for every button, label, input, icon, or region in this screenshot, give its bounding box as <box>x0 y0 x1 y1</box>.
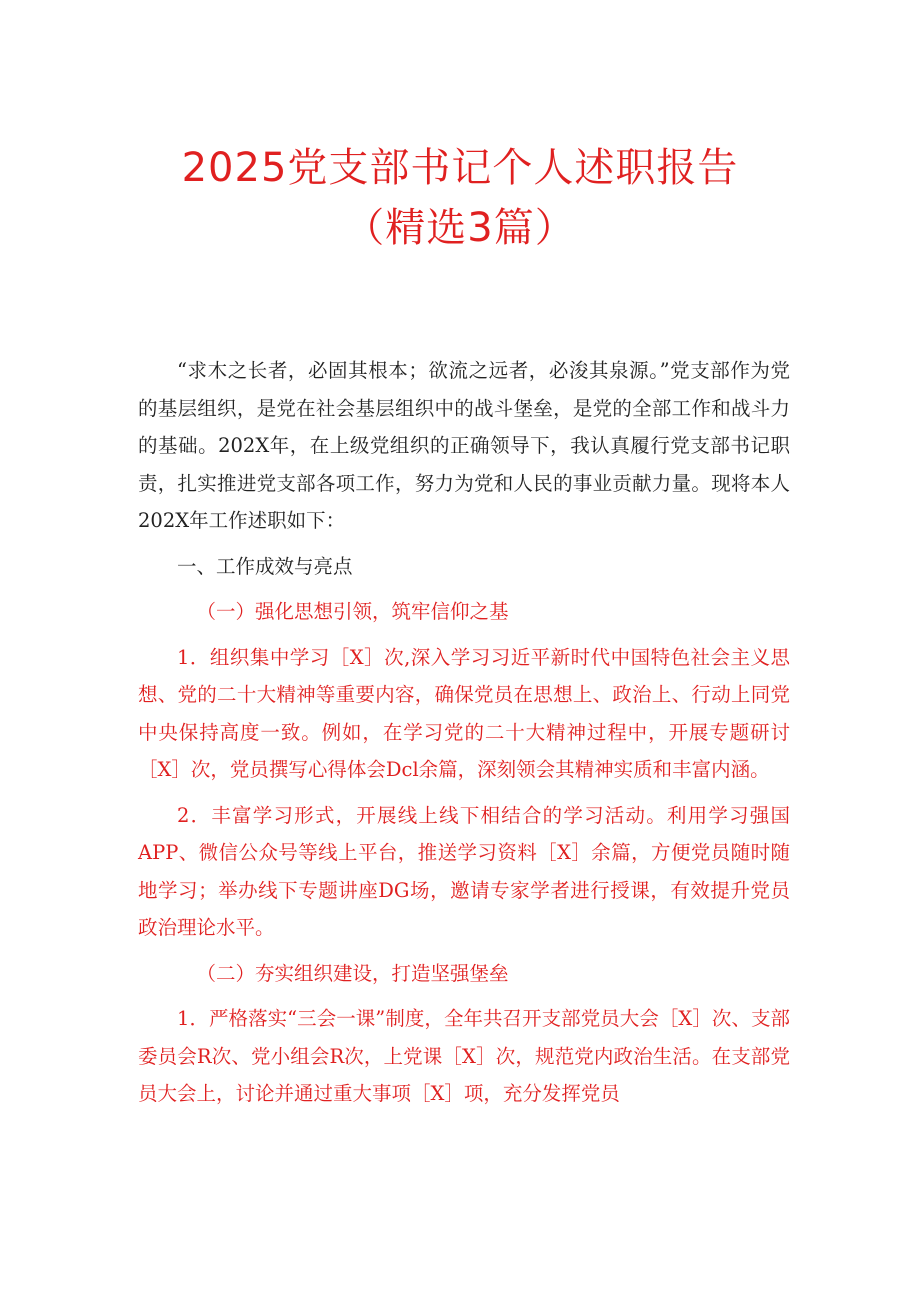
subsection-heading-2: （二）夯实组织建设，打造坚强堡垒 <box>196 961 509 985</box>
subsection-heading-1: （一）强化思想引领，筑牢信仰之基 <box>196 600 509 623</box>
item-paragraph-1-2: 2．丰富学习形式，开展线上线下相结合的学习活动。利用学习强国APP、微信公众号等线上平台，推送学习资料［X］余篇，方便党员随时随地学习；举办线下专题讲座DG场，邀请专家学者进行授课，有效提升党员政治理论水平。 <box>138 803 790 939</box>
document-title: 2025党支部书记个人述职报告 <box>181 145 739 191</box>
section-heading-1: 一、工作成效与亮点 <box>177 554 353 578</box>
item-paragraph-2-1: 1．严格落实“三会一课”制度，全年共召开支部党员大会［X］次、支部委员会R次、党小组会R次，上党课［X］次，规范党内政治生活。在支部党员大会上，讨论并通过重大事项［X］项，充分发挥党员 <box>138 1007 790 1105</box>
intro-paragraph: “求木之长者，必固其根本；欲流之远者，必浚其泉源。”党支部作为党的基层组织，是党在社会基层组织中的战斗堡垒，是党的全部工作和战斗力的基础。202X年，在上级党组织的正确领导下，我认真履行党支部书记职责，扎实推进党支部各项工作，努力为党和人民的事业贡献力量。现将本人202X年工作述职如下： <box>138 359 790 532</box>
document-subtitle: （精选3篇） <box>344 205 576 251</box>
item-paragraph-1-1: 1．组织集中学习［X］次,深入学习习近平新时代中国特色社会主义思想、党的二十大精神等重要内容，确保党员在思想上、政治上、行动上同党中央保持高度一致。例如，在学习党的二十大精神过程中，开展专题研讨［X］次，党员撰写心得体会Dcl余篇，深刻领会其精神实质和丰富内涵。 <box>138 645 790 781</box>
document-body <box>138 352 790 1113</box>
